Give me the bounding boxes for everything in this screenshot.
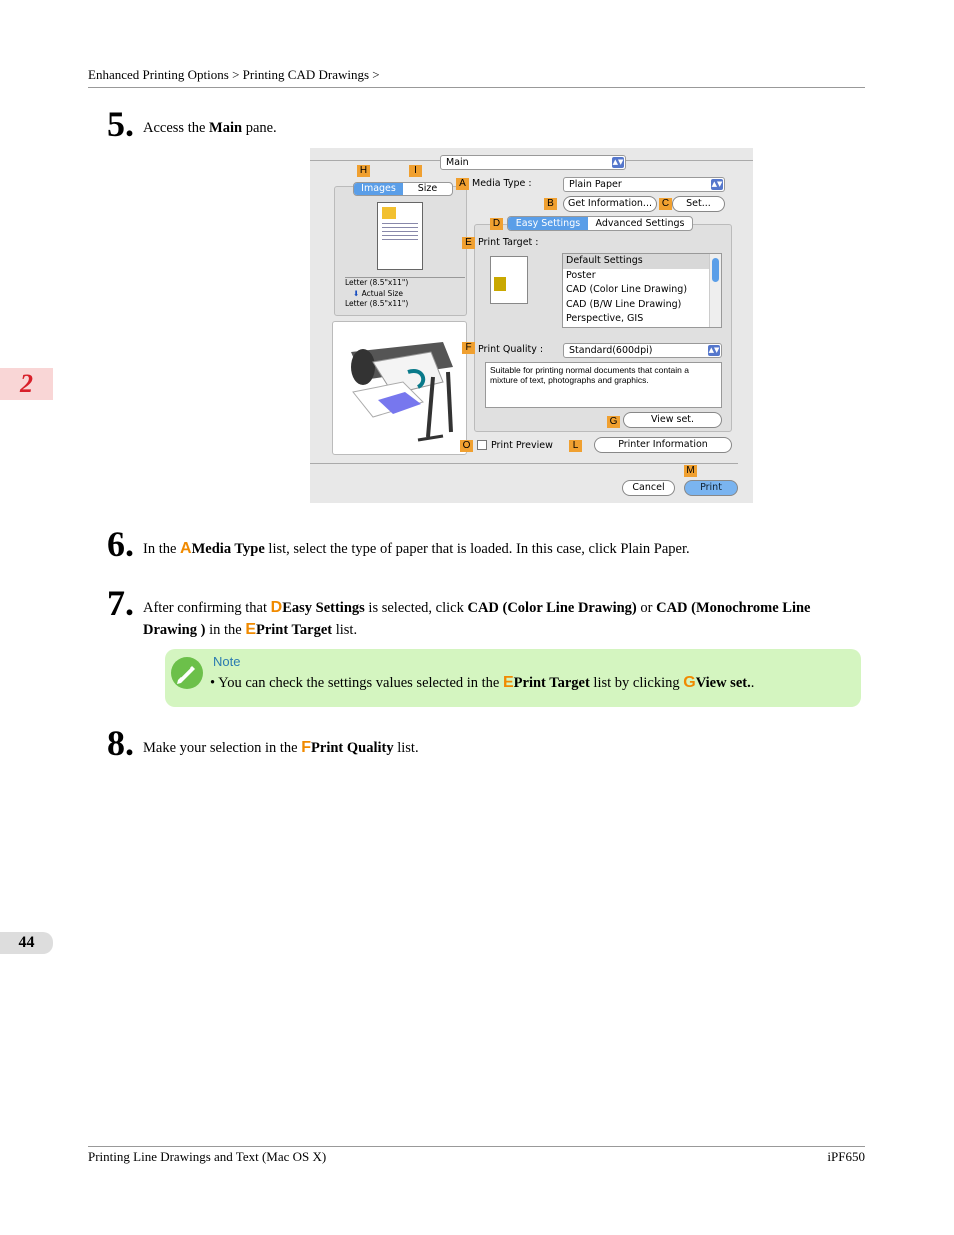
text: Access the bbox=[143, 120, 210, 136]
callout-letter: A bbox=[180, 540, 192, 557]
chevron-updown-icon: ▲▼ bbox=[711, 180, 723, 188]
note-box bbox=[165, 649, 861, 707]
chapter-tab: 2 bbox=[0, 368, 53, 400]
tag-e: E bbox=[462, 237, 475, 249]
pane-select[interactable]: Main ▲▼ bbox=[440, 155, 626, 170]
footer-rule bbox=[88, 1146, 865, 1147]
list-item[interactable]: Poster bbox=[566, 269, 596, 281]
footer-model: iPF650 bbox=[827, 1149, 865, 1164]
page-preview-image bbox=[377, 202, 423, 270]
text-bold: Easy Settings bbox=[282, 600, 365, 616]
text: list. bbox=[332, 622, 358, 638]
list-item[interactable]: CAD (Color Line Drawing) bbox=[566, 284, 688, 295]
print-target-list[interactable] bbox=[562, 253, 722, 328]
tag-b: B bbox=[544, 198, 557, 210]
text-bold: Print Target bbox=[255, 622, 333, 638]
step-number: 7. bbox=[107, 583, 134, 623]
paper-from: Letter (8.5"x11") bbox=[345, 278, 409, 287]
step-text bbox=[143, 538, 863, 560]
callout-letter: G bbox=[683, 674, 696, 691]
print-preview-label: Print Preview bbox=[491, 440, 553, 451]
print-dialog-screenshot bbox=[310, 148, 753, 503]
tag-a: A bbox=[456, 178, 469, 190]
text: in the bbox=[205, 622, 246, 638]
cancel-button[interactable]: Cancel bbox=[622, 480, 675, 496]
tab-easy-settings[interactable]: Easy Settings bbox=[508, 217, 588, 230]
tag-l: L bbox=[569, 440, 582, 452]
paper-to: Letter (8.5"x11") bbox=[345, 299, 409, 308]
step-text bbox=[143, 597, 863, 641]
step-number: 8. bbox=[107, 723, 134, 763]
chevron-updown-icon: ▲▼ bbox=[612, 158, 624, 166]
text: In the bbox=[143, 541, 181, 557]
tag-c: C bbox=[659, 198, 672, 210]
arrow-down-icon: ⬇ bbox=[353, 288, 362, 298]
pencil-note-icon bbox=[170, 656, 204, 690]
text: list, select the type of paper that is loaded. In this case, click Plain Paper. bbox=[264, 541, 690, 557]
step-number: 6. bbox=[107, 524, 134, 564]
step-text bbox=[143, 737, 863, 759]
print-quality-label: Print Quality : bbox=[478, 344, 544, 355]
bullet: • bbox=[210, 675, 216, 691]
set-button[interactable]: Set... bbox=[672, 196, 725, 212]
page-number: 44 bbox=[0, 932, 53, 954]
text: After confirming that bbox=[143, 600, 271, 616]
actual-size: Actual Size bbox=[361, 288, 403, 298]
text-bold: Main bbox=[209, 120, 243, 136]
note-label: Note bbox=[213, 654, 241, 669]
text-bold: Print Target bbox=[513, 675, 590, 691]
text-bold: CAD (Color Line Drawing) bbox=[467, 600, 637, 616]
tag-d: D bbox=[490, 218, 503, 230]
callout-letter: F bbox=[301, 739, 312, 756]
printer-illustration bbox=[333, 322, 466, 454]
footer-title: Printing Line Drawings and Text (Mac OS X) bbox=[88, 1149, 327, 1164]
list-item[interactable]: Default Settings bbox=[563, 254, 721, 269]
list-item[interactable]: CAD (B/W Line Drawing) bbox=[566, 298, 682, 310]
print-button[interactable]: Print bbox=[684, 480, 738, 496]
printer-image bbox=[332, 321, 467, 455]
tag-o: O bbox=[460, 440, 473, 452]
header-rule bbox=[88, 87, 865, 88]
chevron-updown-icon: ▲▼ bbox=[708, 346, 720, 354]
tab-images[interactable]: Images bbox=[354, 183, 403, 195]
text-bold: Media Type bbox=[191, 541, 265, 557]
scrollbar[interactable] bbox=[709, 254, 721, 327]
text: Make your selection in the bbox=[143, 740, 302, 756]
callout-letter: E bbox=[503, 674, 514, 691]
text: or bbox=[636, 600, 657, 616]
printer-information-button[interactable]: Printer Information bbox=[594, 437, 732, 453]
print-preview-checkbox[interactable] bbox=[477, 440, 487, 450]
callout-letter: D bbox=[270, 599, 283, 616]
text: is selected, click bbox=[364, 600, 468, 616]
text-bold: CAD (Monochrome Line Drawing ) bbox=[143, 600, 811, 638]
print-target-label: Print Target : bbox=[478, 237, 539, 248]
get-information-button[interactable]: Get Information... bbox=[563, 196, 657, 212]
list-item[interactable]: Perspective, GIS bbox=[566, 313, 644, 324]
tab-size[interactable]: Size bbox=[417, 183, 438, 194]
callout-letter: E bbox=[245, 621, 256, 638]
breadcrumb: Enhanced Printing Options > Printing CAD Drawings > bbox=[88, 67, 380, 82]
tag-i: I bbox=[409, 165, 422, 177]
print-quality-select[interactable]: Standard(600dpi) ▲▼ bbox=[563, 343, 722, 358]
tag-f: F bbox=[462, 342, 475, 354]
step-text bbox=[143, 118, 863, 139]
text-bold: Print Quality bbox=[311, 740, 394, 756]
text: You can check the settings values selected in the bbox=[218, 675, 503, 691]
text: . bbox=[750, 675, 755, 691]
tag-g: G bbox=[607, 416, 620, 428]
text-bold: View set. bbox=[695, 675, 751, 691]
note-text bbox=[210, 674, 850, 692]
step-number: 5. bbox=[107, 104, 134, 144]
media-type-select[interactable]: Plain Paper ▲▼ bbox=[563, 177, 725, 192]
tab-advanced-settings[interactable]: Advanced Settings bbox=[595, 218, 685, 229]
preview-panel bbox=[334, 183, 467, 316]
tag-h: H bbox=[357, 165, 370, 177]
text: list. bbox=[393, 740, 419, 756]
view-set-button[interactable]: View set. bbox=[623, 412, 722, 428]
print-target-thumbnail bbox=[490, 256, 528, 304]
text: pane. bbox=[242, 120, 277, 136]
media-type-label: Media Type : bbox=[472, 178, 532, 189]
quality-description: Suitable for printing normal documents that contain a mixture of text, photographs and graphics. bbox=[485, 362, 722, 408]
tag-m: M bbox=[684, 465, 697, 477]
text: list by clicking bbox=[589, 675, 684, 691]
